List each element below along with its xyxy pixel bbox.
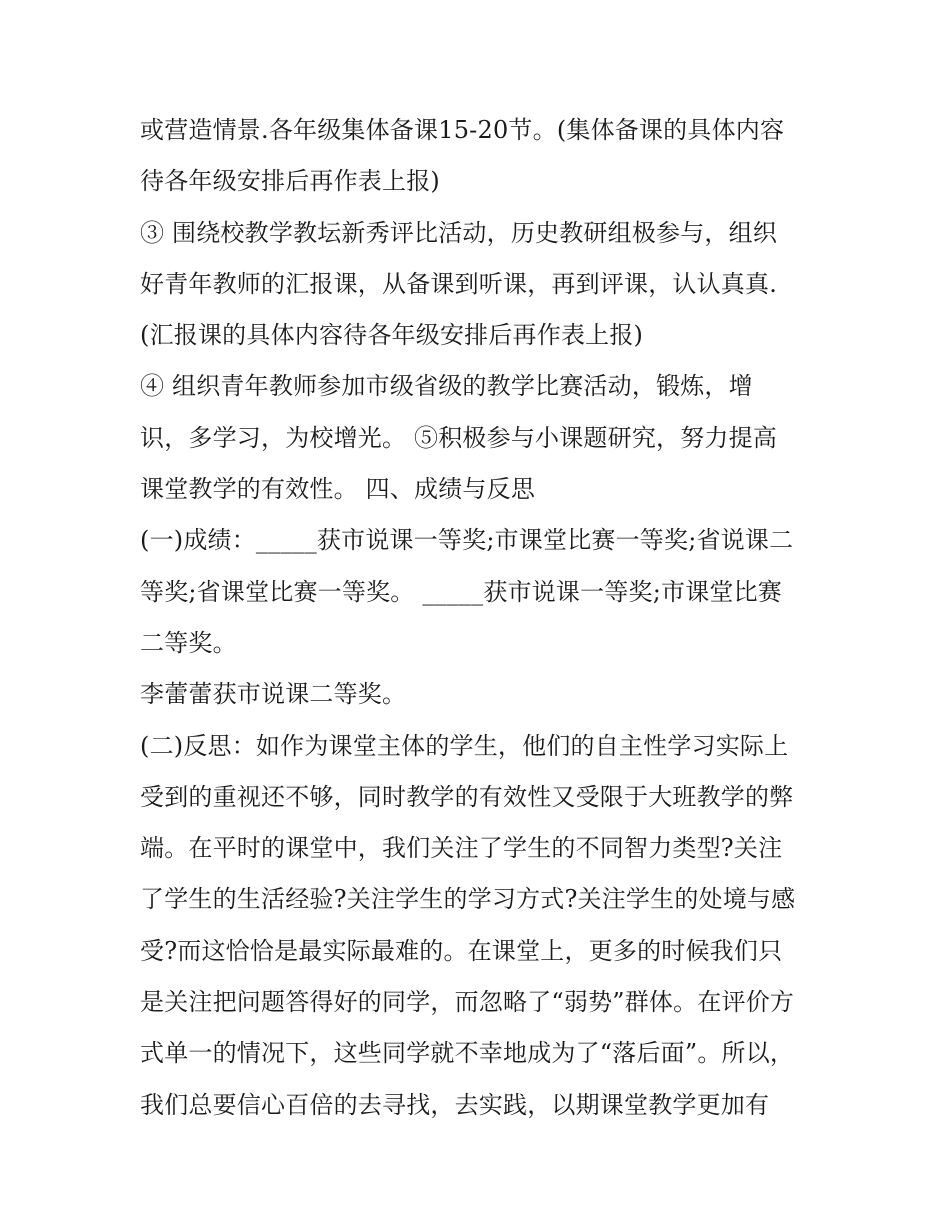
text-line: ③ 围绕校教学教坛新秀评比活动，历史教研组极参与，组织 xyxy=(140,218,778,247)
body-text xyxy=(140,105,830,1131)
text-line: (二)反思：如作为课堂主体的学生，他们的自主性学习实际上 xyxy=(140,731,789,760)
text-line: 待各年级安排后再作表上报) xyxy=(140,167,440,196)
text-line: 受?而这恰恰是最实际最难的。在课堂上，更多的时候我们只 xyxy=(140,936,783,965)
text-line: 或营造情景.各年级集体备课15-20节。(集体备课的具体内容 xyxy=(140,116,785,144)
text-line: (汇报课的具体内容待各年级安排后再作表上报) xyxy=(140,321,644,350)
text-line: 识，多学习，为校增光。 ⑤积极参与小课题研究，努力提高 xyxy=(140,423,778,452)
text-line: 式单一的情况下，这些同学就不幸地成为了“落后面”。所以， xyxy=(140,1039,795,1068)
text-line: 等奖;省课堂比赛一等奖。 _____获市说课一等奖;市课堂比赛 xyxy=(140,577,782,606)
text-line: ④ 组织青年教师参加市级省级的教学比赛活动，锻炼，增 xyxy=(140,372,753,401)
text-line: 二等奖。 xyxy=(140,628,237,657)
text-line: 课堂教学的有效性。 四、成绩与反思 xyxy=(140,475,536,504)
text-line: 好青年教师的汇报课，从备课到听课，再到评课，认认真真. xyxy=(140,269,778,298)
text-line: 李蕾蕾获市说课二等奖。 xyxy=(140,680,407,709)
text-line: 我们总要信心百倍的去寻找，去实践，以期课堂教学更加有 xyxy=(140,1090,770,1119)
text-line: 了学生的生活经验?关注学生的学习方式?关注学生的处境与感 xyxy=(140,885,796,914)
text-line: 是关注把问题答得好的同学，而忽略了“弱势”群体。在评价方 xyxy=(140,988,795,1017)
text-line: 端。在平时的课堂中，我们关注了学生的不同智力类型?关注 xyxy=(140,834,783,863)
text-line: (一)成绩：_____获市说课一等奖;市课堂比赛一等奖;省说课二 xyxy=(140,526,794,555)
text-line: 受到的重视还不够，同时教学的有效性又受限于大班教学的弊 xyxy=(140,782,794,811)
